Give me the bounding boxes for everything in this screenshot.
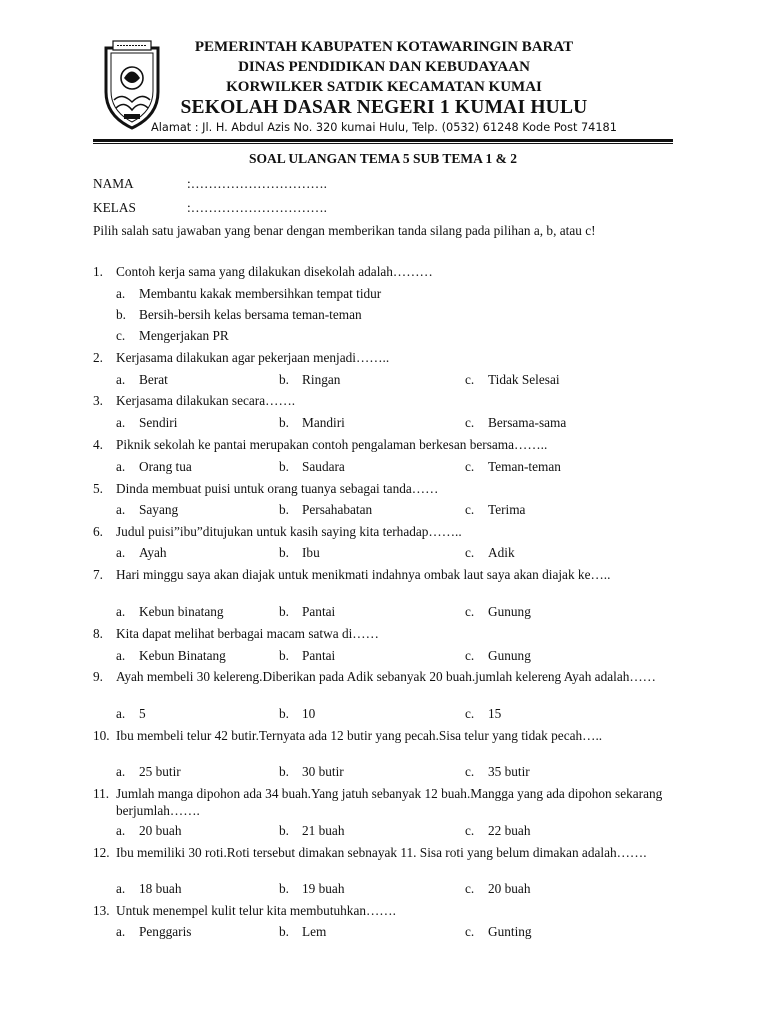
question-10-option-b: b. 30 butir bbox=[279, 764, 344, 779]
question-12-option-a: a. 18 buah bbox=[116, 881, 182, 896]
question-10: 10. Ibu membeli telur 42 butir.Ternyata ada 12 butir yang pecah.Sisa telur yang tidak pecah….. bbox=[93, 728, 603, 743]
question-number: 1. bbox=[93, 264, 103, 279]
question-2-option-b: b. Ringan bbox=[279, 372, 341, 387]
nama-label: NAMA bbox=[93, 176, 134, 191]
question-13-option-a: a. Penggaris bbox=[116, 924, 192, 939]
question-4-option-a: a. Orang tua bbox=[116, 459, 192, 474]
header-divider-thick bbox=[93, 139, 673, 142]
question-11-option-a: a. 20 buah bbox=[116, 823, 182, 838]
question-1-option-c: c. Mengerjakan PR bbox=[116, 328, 229, 343]
exam-title: SOAL ULANGAN TEMA 5 SUB TEMA 1 & 2 bbox=[248, 151, 518, 166]
question-3-option-c: c. Bersama-sama bbox=[465, 415, 567, 430]
question-12: 12. Ibu memiliki 30 roti.Roti tersebut dimakan sebnayak 11. Sisa roti yang belum dimakan adalah……. bbox=[93, 845, 647, 860]
header-department: DINAS PENDIDIKAN DAN KEBUDAYAAN bbox=[238, 59, 530, 75]
question-5-option-b: b. Persahabatan bbox=[279, 502, 373, 517]
question-9-option-b: b. 10 bbox=[279, 706, 316, 721]
question-3-option-b: b. Mandiri bbox=[279, 415, 345, 430]
question-6-option-a: a. Ayah bbox=[116, 545, 167, 560]
question-8: 8. Kita dapat melihat berbagai macam satwa di…… bbox=[93, 626, 379, 641]
question-9-option-a: a. 5 bbox=[116, 706, 146, 721]
header-korwilker: KORWILKER SATDIK KECAMATAN KUMAI bbox=[226, 79, 542, 95]
question-7-option-c: c. Gunung bbox=[465, 604, 531, 619]
question-12-option-b: b. 19 buah bbox=[279, 881, 345, 896]
question-1 bbox=[93, 264, 693, 281]
question-8-option-b: b. Pantai bbox=[279, 648, 336, 663]
question-9-option-c: c. 15 bbox=[465, 706, 502, 721]
kelas-label: KELAS bbox=[93, 200, 136, 215]
question-5-option-a: a. Sayang bbox=[116, 502, 179, 517]
question-7-option-a: a. Kebun binatang bbox=[116, 604, 224, 619]
question-8-option-a: a. Kebun Binatang bbox=[116, 648, 226, 663]
question-11: 11. Jumlah manga dipohon ada 34 buah.Yang jatuh sebanyak 12 buah.Mangga yang ada dipohon sekarang berjumlah……. bbox=[93, 786, 663, 818]
question-1-option-b: b. Bersih-bersih kelas bersama teman-teman bbox=[116, 307, 362, 322]
question-3-option-a: a. Sendiri bbox=[116, 415, 178, 430]
question-9: 9. Ayah membeli 30 kelereng.Diberikan pada Adik sebanyak 20 buah.jumlah kelereng Ayah adalah…… bbox=[93, 669, 656, 684]
question-11-option-c: c. 22 buah bbox=[465, 823, 531, 838]
question-2-option-c: c. Tidak Selesai bbox=[465, 372, 560, 387]
question-13: 13. Untuk menempel kulit telur kita membutuhkan……. bbox=[93, 903, 396, 918]
instruction-text: Pilih salah satu jawaban yang benar dengan memberikan tanda silang pada pilihan a, b, atau c! bbox=[93, 223, 596, 238]
question-11-option-b: b. 21 buah bbox=[279, 823, 345, 838]
header-address: Alamat : Jl. H. Abdul Azis No. 320 kumai Hulu, Telp. (0532) 61248 Kode Post 74181 bbox=[151, 121, 617, 134]
question-7: 7. Hari minggu saya akan diajak untuk menikmati indahnya ombak laut saya akan diajak ke….. bbox=[93, 567, 611, 582]
question-4-option-b: b. Saudara bbox=[279, 459, 345, 474]
question-5-option-c: c. Terima bbox=[465, 502, 526, 517]
regency-emblem-icon bbox=[100, 38, 164, 130]
question-13-option-b: b. Lem bbox=[279, 924, 327, 939]
question-4: 4. Piknik sekolah ke pantai merupakan contoh pengalaman berkesan bersama…….. bbox=[93, 437, 548, 452]
header-school-name: SEKOLAH DASAR NEGERI 1 KUMAI HULU bbox=[180, 97, 588, 118]
question-10-option-a: a. 25 butir bbox=[116, 764, 181, 779]
question-2: 2. Kerjasama dilakukan agar pekerjaan menjadi…….. bbox=[93, 350, 390, 365]
question-7-option-b: b. Pantai bbox=[279, 604, 336, 619]
question-text: Contoh kerja sama yang dilakukan disekolah adalah……… bbox=[116, 264, 433, 279]
question-4-option-c: c. Teman-teman bbox=[465, 459, 561, 474]
nama-blank: :…………………………. bbox=[187, 176, 327, 191]
question-6-option-c: c. Adik bbox=[465, 545, 515, 560]
question-3: 3. Kerjasama dilakukan secara……. bbox=[93, 393, 296, 408]
question-13-option-c: c. Gunting bbox=[465, 924, 532, 939]
header-government: PEMERINTAH KABUPATEN KOTAWARINGIN BARAT bbox=[194, 39, 574, 55]
question-6-option-b: b. Ibu bbox=[279, 545, 320, 560]
question-2-option-a: a. Berat bbox=[116, 372, 168, 387]
question-5: 5. Dinda membuat puisi untuk orang tuanya sebagai tanda…… bbox=[93, 481, 439, 496]
question-6: 6. Judul puisi”ibu”ditujukan untuk kasih saying kita terhadap…….. bbox=[93, 524, 462, 539]
question-10-option-c: c. 35 butir bbox=[465, 764, 530, 779]
kelas-blank: :…………………………. bbox=[187, 200, 327, 215]
header-divider-thin bbox=[93, 143, 673, 144]
question-1-option-a: a. Membantu kakak membersihkan tempat tidur bbox=[116, 286, 382, 301]
question-12-option-c: c. 20 buah bbox=[465, 881, 531, 896]
question-8-option-c: c. Gunung bbox=[465, 648, 531, 663]
